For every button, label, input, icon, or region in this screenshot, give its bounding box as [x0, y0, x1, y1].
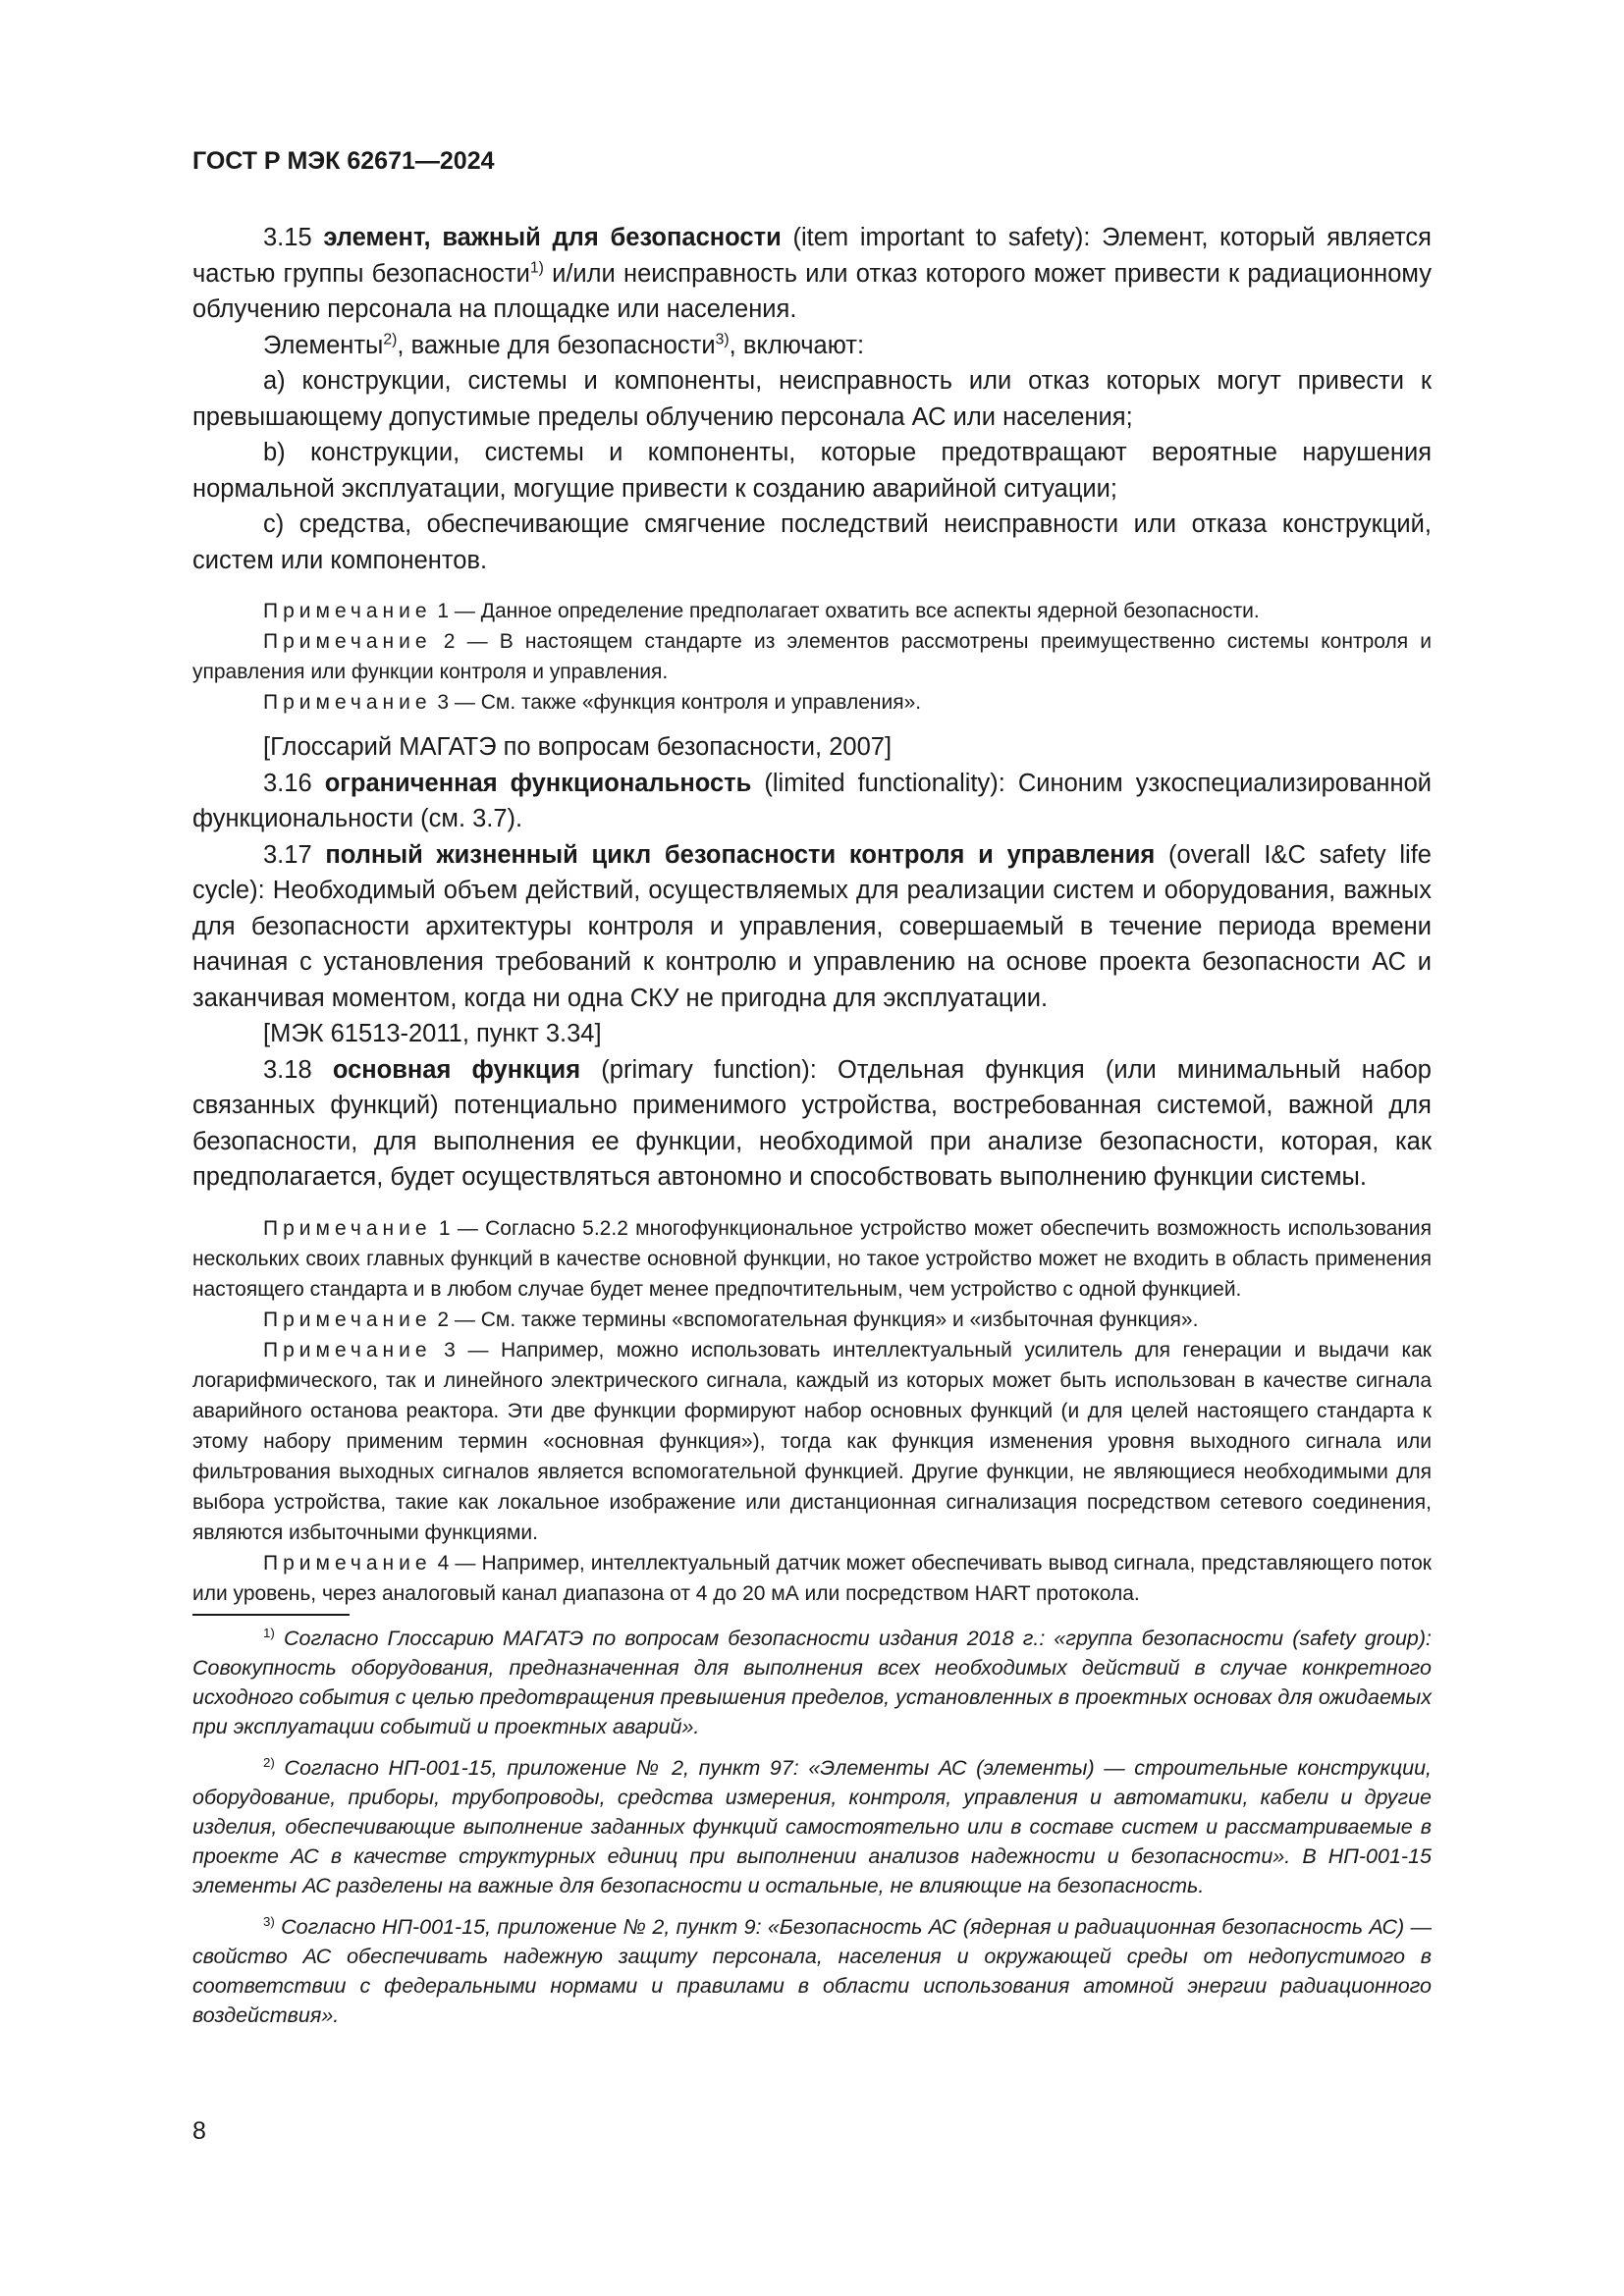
clause-number: 3.15 — [263, 224, 324, 251]
note-text: 1 — Данное определение предполагает охватить все аспекты ядерной безопасности. — [431, 600, 1260, 622]
clause-term: элемент, важный для безопасности — [323, 224, 782, 251]
source-ref-3-17: [МЭК 61513-2011, пункт 3.34] — [263, 1020, 602, 1047]
text-fragment: , важные для безопасности — [397, 331, 716, 359]
clause-3-18 — [192, 1052, 1432, 1196]
footnote-ref-1[interactable]: 1) — [529, 259, 544, 276]
note-text: 2 — См. также термины «вспомогательная функция» и «избыточная функция». — [431, 1308, 1199, 1331]
text-fragment: , включают: — [729, 331, 865, 359]
clause-3-15 — [192, 220, 1432, 328]
clause-term: основная функция — [332, 1055, 581, 1084]
clause-definition: (primary function): Отдельная функция (или минимальный набор связанных функций) потенциально применимого устройства, востребованная системой, важной для безопасности, для выполнения ее функции, необходимой при анализе безопасности, которая, как предполагается, будет осуществляться автономно и способствовать выполнению функции системы. — [192, 1055, 1432, 1191]
note-3-18-4 — [192, 1548, 1432, 1609]
clause-term: полный жизненный цикл безопасности контроля и управления — [325, 840, 1156, 869]
document-header: ГОСТ Р МЭК 62671—2024 — [192, 147, 495, 175]
footnote-2 — [192, 1753, 1432, 1900]
list-item-a: a) конструкции, системы и компоненты, неисправность или отказ которых могут привести к превышающему допустимые пределы облучению персонала АС или населения; — [192, 367, 1432, 431]
footnote-3 — [192, 1912, 1432, 2030]
list-item-b: b) конструкции, системы и компоненты, которые предотвращают вероятные нарушения нормальной эксплуатации, могущие привести к созданию аварийной ситуации; — [192, 439, 1432, 503]
page-number: 8 — [192, 2117, 206, 2145]
text-fragment: Элементы — [263, 331, 384, 359]
footnote-text: Согласно Глоссарию МАГАТЭ по вопросам безопасности издания 2018 г.: «группа безопасности (safety group): Совокупность оборудования, предназначенная для выполнения всех необходимых действий в случае конкретного исходного события с целью предотвращения превышения пределов, установленных в проектных основах для ожидаемых при эксплуатации событий и проектных аварий». — [192, 1627, 1432, 1738]
note-label: Примечание — [263, 600, 432, 622]
note-text: 1 — Согласно 5.2.2 многофункциональное устройство может обеспечить возможность использования нескольких своих главных функций в качестве основной функции, но такое устройство может не входить в область применения настоящего стандарта и в любом случае будет менее предпочтительным, чем устройство с одной функцией. — [192, 1216, 1432, 1301]
clause-3-16 — [192, 766, 1432, 837]
note-text: 2 — В настоящем стандарте из элементов рассмотрены преимущественно системы контроля и управления или функции контроля и управления. — [192, 630, 1432, 683]
clause-english-term: (item important to safety): — [781, 224, 1091, 251]
note-label: Примечание — [263, 630, 432, 653]
footnote-text: Согласно НП-001-15, приложение № 2, пункт 97: «Элементы АС (элементы) — строительные конструкции, оборудование, приборы, трубопроводы, средства измерения, контроля, управления и автоматики, кабели и другие изделия, обеспечивающие выполнение заданных функций самостоятельно или в составе систем и рассматриваемые в проекте АС в качестве структурных единиц при выполнении анализов надежности и безопасности». В НП-001-15 элементы АС разделены на важные для безопасности и остальные, не влияющие на безопасность. — [192, 1756, 1432, 1897]
note-text: 3 — См. также «функция контроля и управления». — [431, 691, 922, 714]
note-3-15-3 — [192, 687, 1432, 718]
footnote-mark: 1) — [263, 1625, 275, 1640]
footnote-1 — [192, 1624, 1432, 1741]
footnote-ref-3[interactable]: 3) — [715, 331, 730, 347]
clause-definition: (overall I&C safety life cycle): Необходимый объем действий, осуществляемых для реализации систем и оборудования, важных для безопасности архитектуры контроля и управления, совершаемый в течение периода времени начиная с установления требований к контролю и управлению на основе проекта безопасности АС и заканчивая моментом, когда ни одна СКУ не пригодна для эксплуатации. — [192, 840, 1432, 1012]
footnote-mark: 3) — [263, 1913, 275, 1929]
clause-number: 3.16 — [263, 769, 325, 797]
clause-definition-cont: и/или неисправность или отказ которого может привести к радиационному облучению персонала на площадке или населения. — [192, 259, 1432, 323]
list-item-c: c) средства, обеспечивающие смягчение последствий неисправности или отказа конструкций, систем или компонентов. — [192, 510, 1432, 574]
source-ref-3-15: [Глоссарий МАГАТЭ по вопросам безопасности, 2007] — [263, 733, 893, 761]
note-text: 3 — Например, можно использовать интеллектуальный усилитель для генерации и выдачи как логарифмического, так и линейного электрического сигнала, каждый из которых может быть использован в качестве сигнала аварийного останова реактора. Эти две функции формируют набор основных функций (и для целей настоящего стандарта к этому набору применим термин «основная функция»), тогда как функция изменения уровня выходного сигнала или фильтрования выходных сигналов является вспомогательной функцией. Другие функции, не являющиеся необходимыми для выбора устройства, такие как локальное изображение или дистанционная сигнализация посредством сетевого соединения, являются избыточными функциями. — [192, 1338, 1432, 1544]
note-3-18-2 — [192, 1305, 1432, 1335]
clause-definition: (limited functionality): Синоним узкоспециализированной функциональности (см. 3.7). — [192, 769, 1433, 832]
note-3-15-2 — [192, 626, 1432, 687]
clause-3-17 — [192, 837, 1432, 1017]
footnote-text: Согласно НП-001-15, приложение № 2, пункт 9: «Безопасность АС (ядерная и радиационная безопасность АС) — свойство АС обеспечивать надежную защиту персонала, населения и окружающей среды от недопустимого в соответствии с федеральными нормами и правилами в области использования атомной энергии радиационного воздействия». — [192, 1915, 1432, 2027]
note-label: Примечание — [263, 1216, 432, 1240]
clause-definition: Элемент, который является частью группы безопасности — [192, 224, 1432, 288]
note-text: 4 — Например, интеллектуальный датчик может обеспечивать вывод сигнала, представляющего поток или уровень, через аналоговый канал диапазона от 4 до 20 мА или посредством HART протокола. — [192, 1551, 1432, 1605]
note-label: Примечание — [263, 1308, 432, 1331]
note-3-18-3 — [192, 1335, 1432, 1548]
note-3-15-1 — [192, 596, 1432, 626]
note-3-18-1 — [192, 1213, 1432, 1305]
note-label: Примечание — [263, 1338, 432, 1362]
clause-3-15-elements — [192, 328, 1432, 364]
note-label: Примечание — [263, 691, 432, 714]
clause-number: 3.18 — [263, 1055, 333, 1084]
footnote-ref-2[interactable]: 2) — [383, 331, 398, 347]
note-label: Примечание — [263, 1551, 432, 1575]
clause-term: ограниченная функциональность — [324, 769, 752, 797]
footnote-mark: 2) — [263, 1754, 275, 1770]
main-content — [192, 220, 1432, 1609]
footnote-separator — [192, 1614, 350, 1616]
clause-number: 3.17 — [263, 840, 326, 869]
footnotes — [192, 1624, 1432, 2042]
